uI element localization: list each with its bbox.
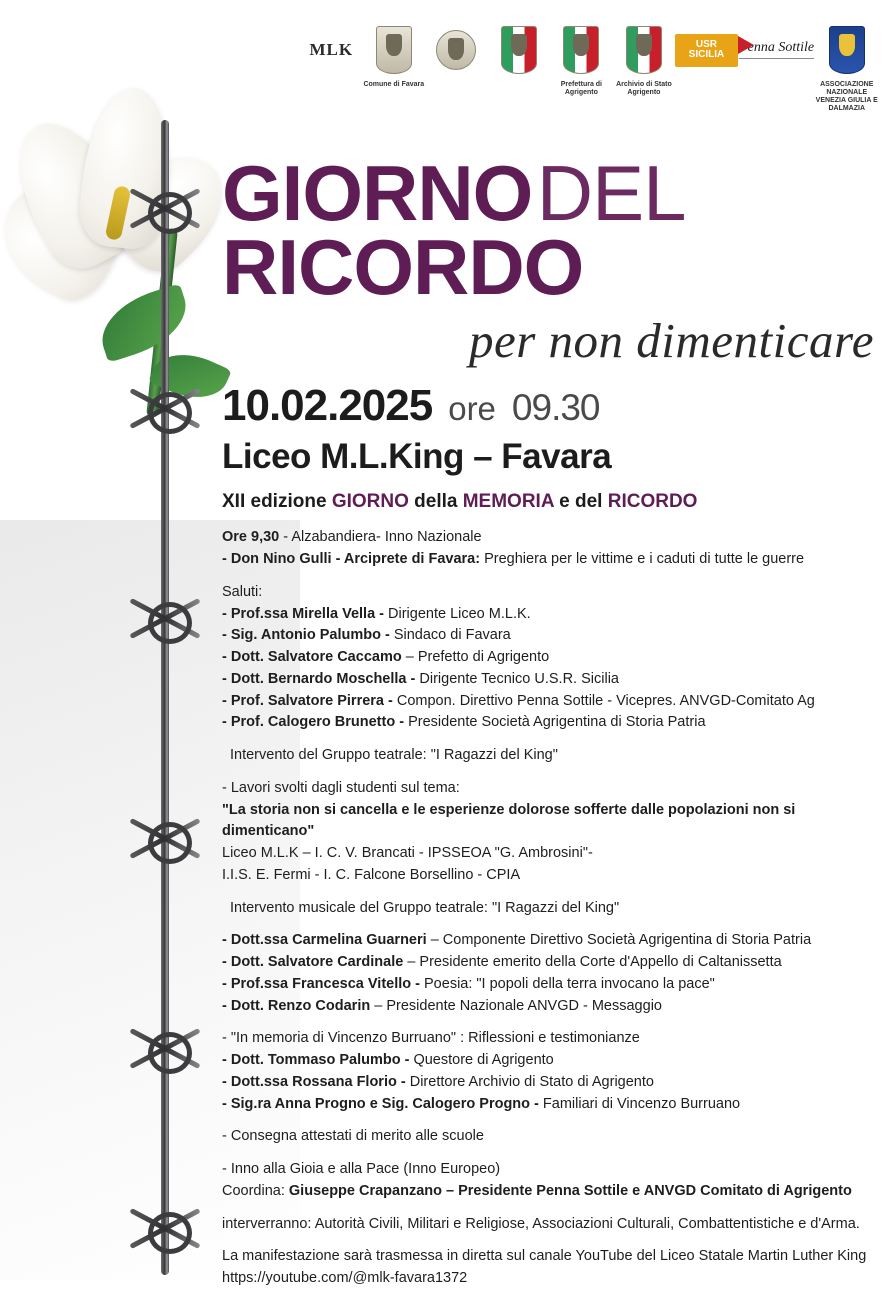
anvgd-crest-icon bbox=[829, 26, 865, 74]
greeting-name: - Prof. Calogero Brunetto - bbox=[222, 714, 405, 731]
archivio-caption: Archivio di Stato Agrigento bbox=[616, 81, 672, 97]
programme-list bbox=[222, 527, 877, 1290]
greeting-name: - Prof. Salvatore Pirrera - bbox=[222, 692, 393, 709]
programme-music bbox=[222, 898, 877, 920]
edition-memoria: MEMORIA bbox=[462, 491, 554, 513]
barb-knot-icon bbox=[126, 590, 204, 646]
programme-line bbox=[222, 1028, 877, 1050]
memoria-detail: Familiari di Vincenzo Burruano bbox=[538, 1095, 741, 1112]
prefettura-caption: Prefettura di Agrigento bbox=[560, 81, 602, 97]
programme-guests bbox=[222, 1214, 877, 1236]
page-title-second-line bbox=[222, 223, 882, 312]
programme-line bbox=[222, 669, 877, 691]
greeting-role: Compon. Direttivo Penna Sottile - Vicepres. ANVGD-Comitato Ag bbox=[392, 692, 815, 709]
greeting-role: Sindaco di Favara bbox=[389, 627, 511, 644]
programme-opening bbox=[222, 527, 877, 571]
attestati-line: - Consegna attestati di merito alle scuole bbox=[222, 1128, 484, 1145]
event-time-label: ore bbox=[448, 390, 496, 428]
greeting-role: Dirigente Liceo M.L.K. bbox=[384, 605, 531, 622]
greeting-name: - Dott. Salvatore Caccamo bbox=[222, 649, 402, 666]
memoria-detail: Questore di Agrigento bbox=[409, 1052, 554, 1069]
programme-line bbox=[222, 930, 877, 952]
prefettura-agrigento-logo bbox=[550, 22, 613, 97]
archivio-stato-agrigento-logo bbox=[613, 22, 676, 97]
usr-sicilia-mark: USR SICILIA bbox=[675, 34, 738, 67]
edition-della: della bbox=[408, 491, 463, 513]
poster-content bbox=[222, 149, 882, 1301]
programme-memoria-burruano bbox=[222, 1028, 877, 1115]
programme-line bbox=[222, 952, 877, 974]
memoria-name: - Sig.ra Anna Progno e Sig. Calogero Progno - bbox=[222, 1095, 539, 1112]
speaker-role: Poesia: "I popoli della terra invocano la pace" bbox=[419, 975, 715, 992]
comune-favara-logo bbox=[363, 22, 426, 89]
soprintendenza-logo bbox=[425, 22, 488, 81]
programme-theatre-first bbox=[222, 745, 877, 767]
programme-line bbox=[222, 974, 877, 996]
programme-closing bbox=[222, 1159, 877, 1203]
usr-sicilia-logo bbox=[675, 22, 738, 81]
title-word-del: DEL bbox=[536, 149, 686, 237]
programme-line bbox=[222, 549, 877, 571]
title-word-giorno: GIORNO bbox=[222, 149, 533, 237]
greeting-name: - Dott. Bernardo Moschella - bbox=[222, 670, 416, 687]
greeting-role: Dirigente Tecnico U.S.R. Sicilia bbox=[415, 670, 619, 687]
programme-line bbox=[222, 1094, 877, 1116]
greeting-name: - Sig. Antonio Palumbo - bbox=[222, 627, 390, 644]
programme-line bbox=[222, 625, 877, 647]
programme-line bbox=[222, 712, 877, 734]
interverranno-line: interverranno: Autorità Civili, Militari e Religiose, Associazioni Culturali, Combattentistiche e d'Arma. bbox=[222, 1215, 860, 1232]
opening-activity: - Alzabandiera- Inno Nazionale bbox=[279, 529, 482, 546]
streaming-info bbox=[222, 1246, 877, 1290]
page-subtitle: per non dimenticare bbox=[468, 313, 874, 369]
memoria-name: - Dott. Tommaso Palumbo - bbox=[222, 1052, 410, 1069]
programme-line bbox=[222, 1050, 877, 1072]
coordina-label: Coordina: bbox=[222, 1182, 289, 1199]
speaker-name: - Prof.ssa Francesca Vitello - bbox=[222, 975, 420, 992]
preghiera-speaker: - Don Nino Gulli - Arciprete di Favara: bbox=[222, 551, 481, 568]
comune-favara-caption: Comune di Favara bbox=[363, 81, 425, 88]
anvgd-logo bbox=[815, 22, 878, 113]
memoria-detail: - "In memoria di Vincenzo Burruano" : Riflessioni e testimonianze bbox=[222, 1030, 640, 1047]
speaker-name: - Dott. Renzo Codarin bbox=[222, 997, 371, 1014]
programme-line bbox=[222, 691, 877, 713]
mlk-logo-mark: MLK bbox=[309, 40, 354, 60]
soprintendenza-seal-icon bbox=[436, 30, 476, 70]
ministero-istruzione-logo bbox=[488, 22, 551, 81]
programme-line bbox=[222, 996, 877, 1018]
tulip-leaf bbox=[92, 283, 196, 363]
title-word-ricordo: RICORDO bbox=[222, 223, 584, 312]
event-datetime bbox=[222, 381, 882, 431]
prefettura-crest-icon bbox=[563, 26, 599, 74]
speaker-role: – Presidente emerito della Corte d'Appello di Caltanissetta bbox=[403, 954, 782, 971]
barb-knot-icon bbox=[126, 1200, 204, 1256]
edition-prefix: XII edizione bbox=[222, 491, 332, 513]
memoria-name: - Dott.ssa Rossana Florio - bbox=[222, 1073, 406, 1090]
opening-time: Ore 9,30 bbox=[222, 529, 280, 546]
archivio-crest-icon bbox=[626, 26, 662, 74]
penna-sottile-mark: Penna Sottile bbox=[739, 41, 814, 59]
programme-students bbox=[222, 778, 877, 887]
wire-strand bbox=[161, 120, 169, 1275]
programme-attestati bbox=[222, 1126, 877, 1148]
students-theme-quote: "La storia non si cancella e le esperienze dolorose sofferte dalle popolazioni non si dimenticano" bbox=[222, 801, 796, 840]
preghiera-detail: Preghiera per le vittime e i caduti di tutte le guerre bbox=[480, 551, 805, 568]
greeting-role: – Prefetto di Agrigento bbox=[401, 649, 550, 666]
programme-speakers bbox=[222, 930, 877, 1017]
programme-greetings bbox=[222, 582, 877, 734]
streaming-description: La manifestazione sarà trasmessa in diretta sul canale YouTube del Liceo Statale Martin Luther King bbox=[222, 1248, 867, 1265]
schools-line: I.I.S. E. Fermi - I. C. Falcone Borsellino - CPIA bbox=[222, 866, 521, 883]
coordina-name: Giuseppe Crapanzano – Presidente Penna Sottile e ANVGD Comitato di Agrigento bbox=[288, 1182, 852, 1199]
institutional-logo-strip bbox=[300, 22, 878, 130]
programme-line bbox=[222, 604, 877, 626]
page-title bbox=[222, 149, 882, 237]
greetings-heading: Saluti: bbox=[222, 583, 263, 600]
speaker-name: - Dott. Salvatore Cardinale bbox=[222, 954, 404, 971]
event-time-value: 09.30 bbox=[511, 387, 600, 429]
inno-line: - Inno alla Gioia e alla Pace (Inno Europeo) bbox=[222, 1161, 501, 1178]
speaker-role: – Presidente Nazionale ANVGD - Messaggio bbox=[370, 997, 662, 1014]
barbed-wire-illustration bbox=[152, 120, 178, 1275]
anvgd-caption: ASSOCIAZIONE NAZIONALE VENEZIA GIULIA E DALMAZIA bbox=[815, 81, 878, 113]
barb-knot-icon bbox=[126, 380, 204, 436]
edition-giorno: GIORNO bbox=[331, 491, 409, 513]
event-date: 10.02.2025 bbox=[222, 381, 433, 431]
streaming-link[interactable]: https://youtube.com/@mlk-favara1372 bbox=[222, 1270, 468, 1287]
theatre-line: Intervento del Gruppo teatrale: "I Ragazzi del King" bbox=[230, 747, 558, 764]
event-edition bbox=[222, 491, 882, 513]
barb-knot-icon bbox=[126, 180, 204, 236]
speaker-role: – Componente Direttivo Società Agrigentina di Storia Patria bbox=[426, 932, 812, 949]
comune-crest-icon bbox=[376, 26, 412, 74]
ministero-crest-icon bbox=[501, 26, 537, 74]
greeting-name: - Prof.ssa Mirella Vella - bbox=[222, 605, 384, 622]
music-line: Intervento musicale del Gruppo teatrale: "I Ragazzi del King" bbox=[230, 899, 620, 916]
programme-line bbox=[222, 527, 877, 549]
programme-line bbox=[222, 647, 877, 669]
barb-knot-icon bbox=[126, 1020, 204, 1076]
event-venue: Liceo M.L.King – Favara bbox=[222, 437, 612, 477]
memoria-detail: Direttore Archivio di Stato di Agrigento bbox=[405, 1073, 654, 1090]
edition-ricordo: RICORDO bbox=[607, 491, 698, 513]
schools-line: Liceo M.L.K – I. C. V. Brancati - IPSSEOA "G. Ambrosini"- bbox=[222, 845, 593, 862]
edition-e-del: e del bbox=[553, 491, 608, 513]
programme-line bbox=[222, 1181, 877, 1203]
speaker-name: - Dott.ssa Carmelina Guarneri bbox=[222, 932, 427, 949]
students-intro: - Lavori svolti dagli studenti sul tema: bbox=[222, 779, 460, 796]
mlk-logo bbox=[300, 22, 363, 81]
greeting-role: Presidente Società Agrigentina di Storia Patria bbox=[404, 714, 706, 731]
programme-line bbox=[222, 1072, 877, 1094]
barb-knot-icon bbox=[126, 810, 204, 866]
